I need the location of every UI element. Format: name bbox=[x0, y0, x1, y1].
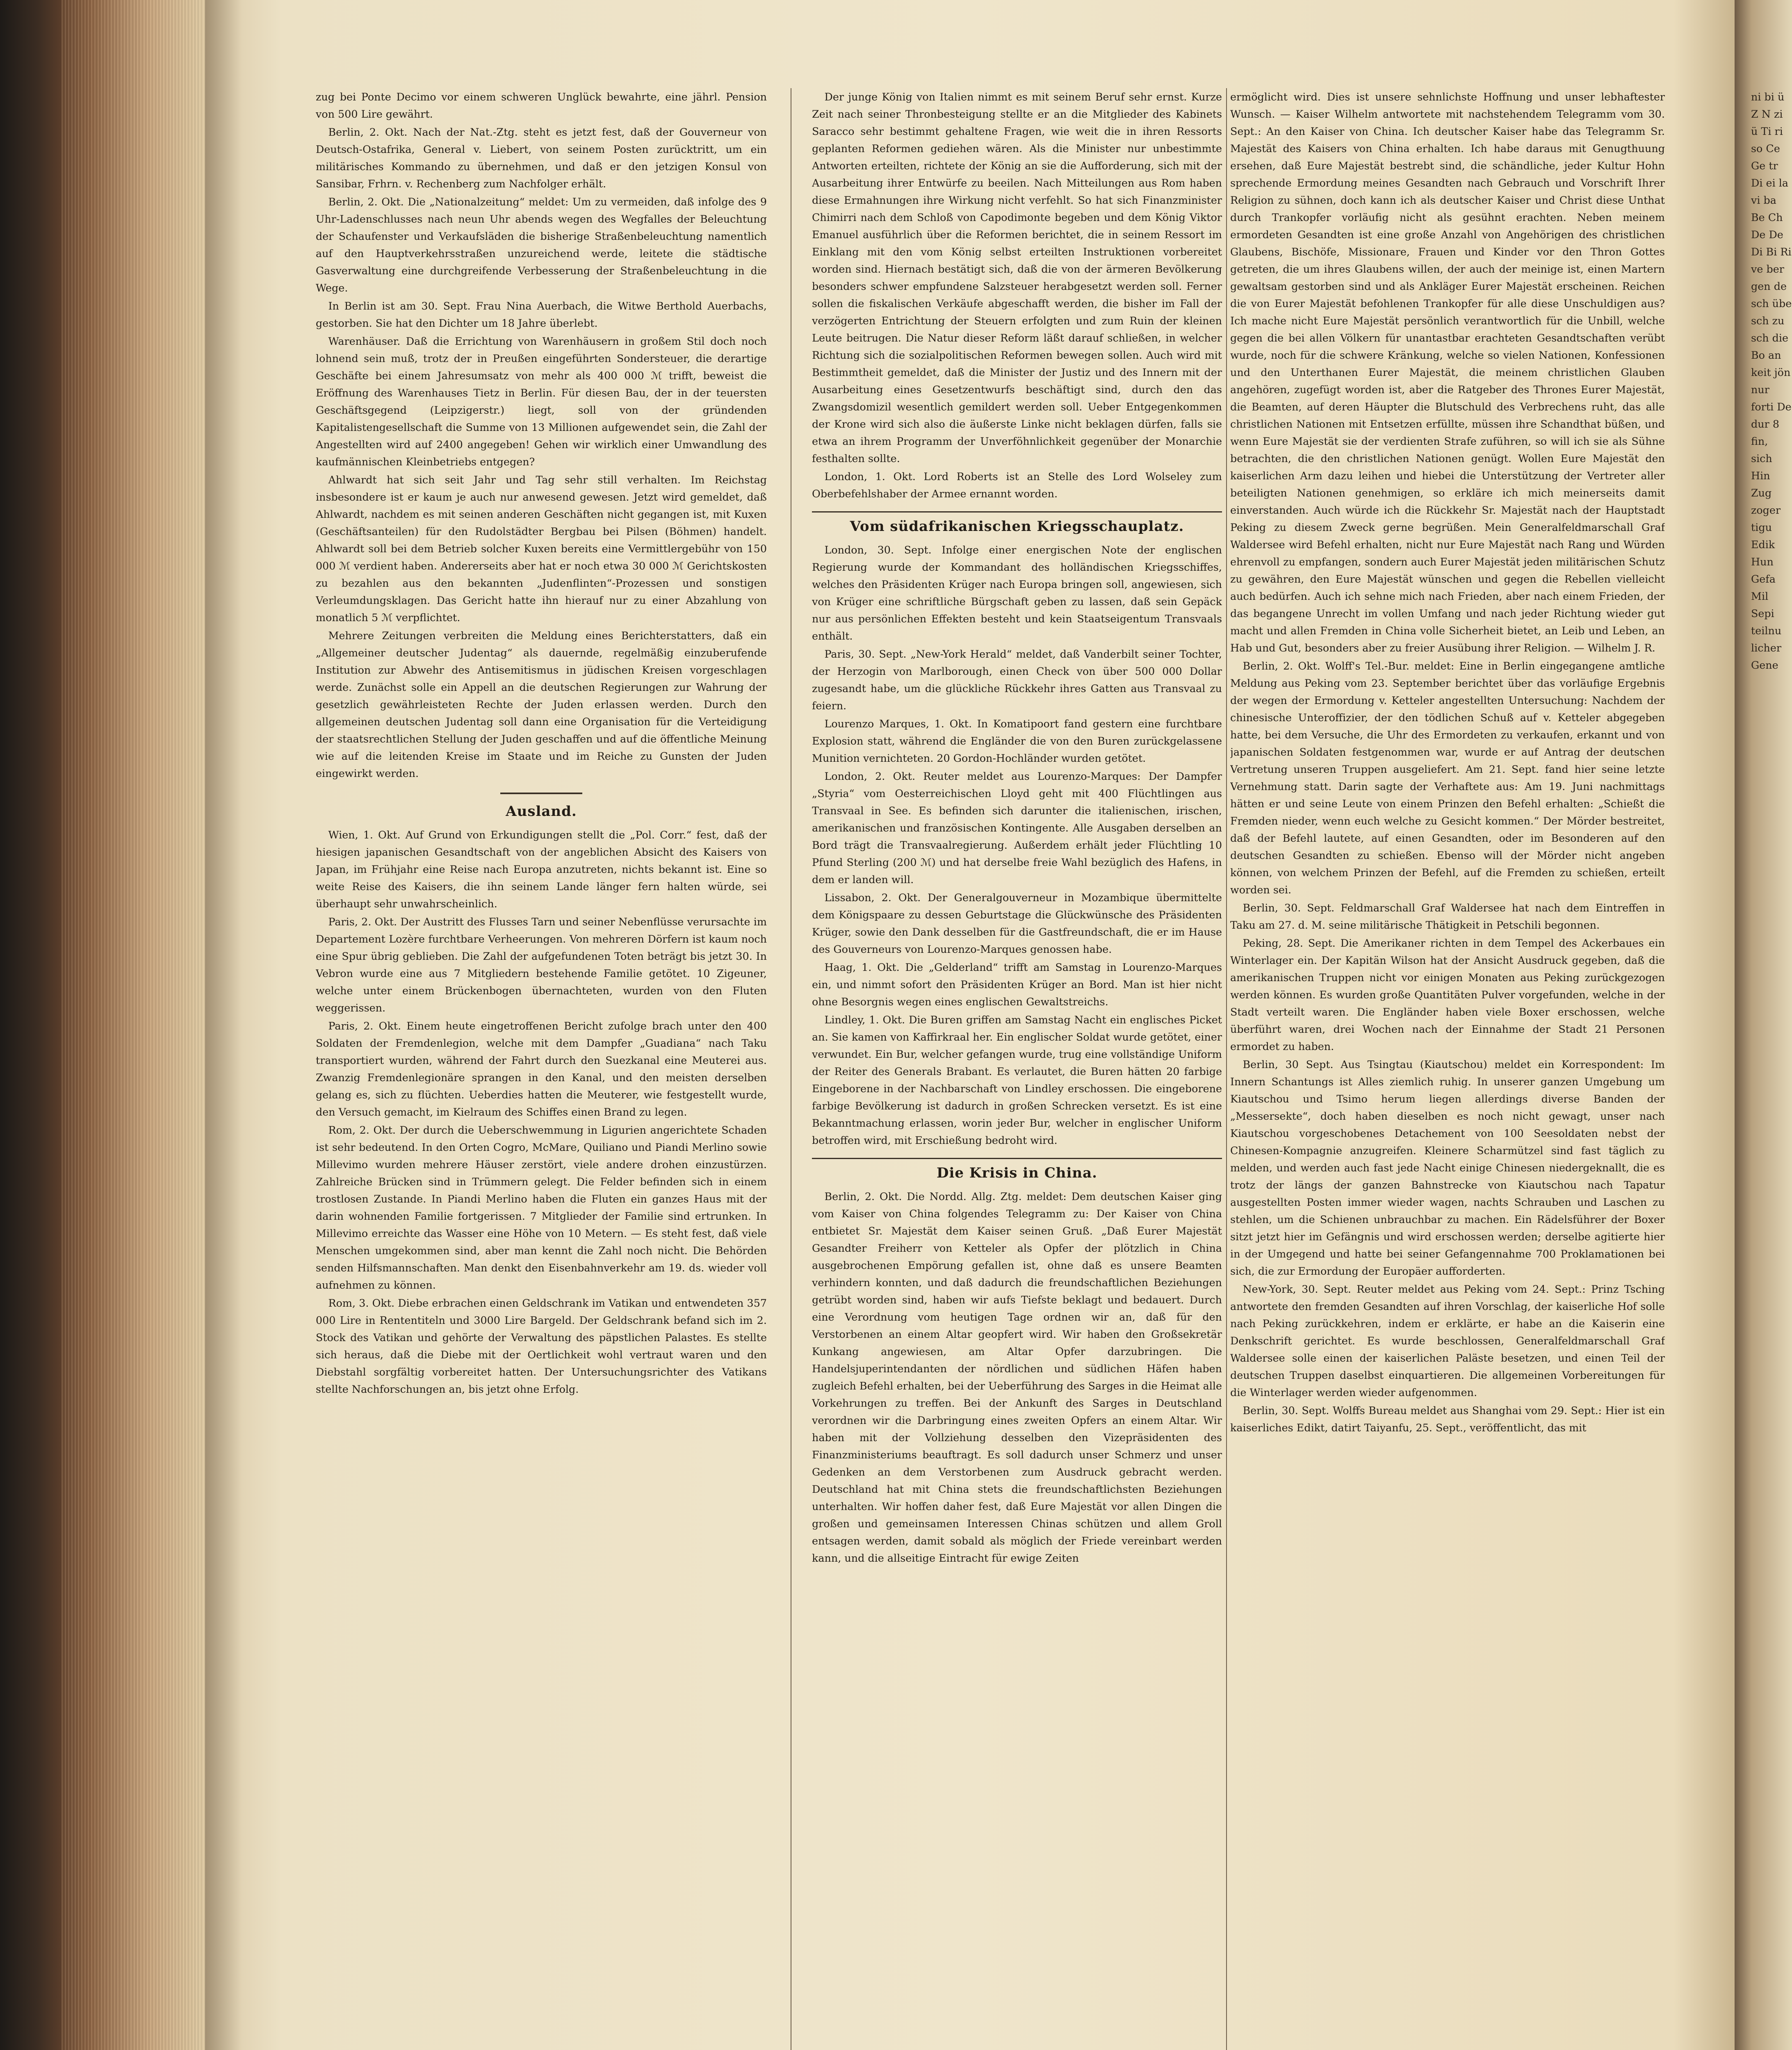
article-paragraph: New-York, 30. Sept. Reuter meldet aus Peking vom 24. Sept.: Prinz Tsching antwortete den fremden Gesandten auf ihren Vorschlag, der kaiserliche Hof solle nach Peking zurückkehren, indem er erklärte, er habe an die Kaiserin eine Denkschrift gerichtet. Es wurde beschlossen, Generalfeldmarschall Graf Waldersee solle einen der kaiserlichen Paläste besetzen, und einen Teil der deutschen Truppen daselbst einquartieren. Die allgemeinen Vorbereitungen für die Winterlager werden wieder aufgenommen. bbox=[1230, 1283, 1665, 1399]
article-paragraph: Haag, 1. Okt. Die „Gelderland“ trifft am Samstag in Lourenzo-Marques ein, und nimmt sofort den Präsidenten Krüger an Bord. Man ist hier nicht ohne Besorgnis wegen eines englischen Gewaltstreichs. bbox=[812, 961, 1222, 1008]
article-paragraph: Paris, 2. Okt. Einem heute eingetroffenen Bericht zufolge brach unter den 400 Soldaten der Fremdenlegion, welche mit dem Dampfer „Guadiana“ nach Taku transportiert wurden, während der Fahrt durch den Suezkanal eine Meuterei aus. Zwanzig Fremdenlegionäre sprangen in den Kanal, und den meisten derselben gelang es, sich zu flüchten. Ueberdies hatten die Meuterer, wie festgestellt wurde, den Versuch gemacht, im Kielraum des Schiffes einen Brand zu legen. bbox=[316, 1020, 767, 1118]
article-paragraph: Berlin, 2. Okt. Die „Nationalzeitung“ meldet: Um zu vermeiden, daß infolge des 9 Uhr-Ladenschlusses nach neun Uhr abends wegen des Wegfalles der Beleuchtung der Schaufenster und Verkaufsläden die bisherige Straßenbeleuchtung namentlich auf den Hauptverkehrsstraßen unzureichend werde, leitete die städtische Gasverwaltung eine durchgreifende Verbesserung der Straßenbeleuchtung in die Wege. bbox=[316, 196, 767, 294]
article-paragraph: ermöglicht wird. Dies ist unsere sehnlichste Hoffnung und unser lebhaftester Wunsch. — Kaiser Wilhelm antwortete mit nachstehendem Telegramm vom 30. Sept.: An den Kaiser von China. Ich deutscher Kaiser habe das Telegramm Sr. Majestät des Kaisers von China erhalten. Ich habe daraus mit Genugthuung ersehen, daß Eure Majestät bestrebt sind, die schändliche, jeder Kultur Hohn sprechende Ermordung meines Gesandten nach Gebrauch und Vorschrift Ihrer Religion zu sühnen, doch kann ich als deutscher Kaiser und Christ diese Unthat durch Trankopfer vorläufig nicht als gesühnt erachten. Neben meinem ermordeten Gesandten ist eine große Anzahl von Angehörigen des christlichen Glaubens, Bischöfe, Missionare, Frauen und Kinder vor den Thron Gottes getreten, die um ihres Glaubens willen, der auch der meinige ist, einen Martern gewaltsam gestorben sind und als Ankläger Eurer Majestät erscheinen. Reichen die von Eurer Majestät befohlenen Trankopfer für alle diese Unschuldigen aus? Ich mache nicht Eure Majestät persönlich verantwortlich für die Unbill, welche gegen die bei allen Völkern für unantastbar erachteten Gesandtschaften verübt wurde, noch für die schwere Kränkung, welche so vielen Nationen, Konfessionen und den Unterthanen Eurer Majestät, die meinem christlichen Glauben angehören, zugefügt worden ist, aber die Ratgeber des Thrones Eurer Majestät, die Beamten, auf deren Häupter die Blutschuld des Verbrechens ruht, das alle christlichen Nationen mit Entsetzen erfüllte, müssen ihre Schandthat büßen, und wenn Eure Majestät sie der verdienten Strafe zuführen, so will ich sie als Sühne betrachten, die den christlichen Nationen genügt. Wollen Eure Majestät den kaiserlichen Arm dazu leihen und hiebei die Unterstützung der Vertreter aller beteiligten Nationen genehmigen, so erkläre ich mich meinerseits damit einverstanden. Auch würde ich die Rückkehr Sr. Majestät nach der Hauptstadt Peking zu diesem Zweck gerne begrüßen. Mein Generalfeldmarschall Graf Waldersee wird Befehl erhalten, nicht nur Eure Majestät nach Rang und Würden ehrenvoll zu empfangen, sondern auch Eurer Majestät jeden militärischen Schutz zu gewähren, den Eure Majestät wünschen und gegen die Rebellen vielleicht auch bedürfen. Auch ich sehne mich nach Frieden, aber nach einem Frieden, der das begangene Unrecht im vollen Umfang und nach jeder Richtung wieder gut macht und allen Fremden in China volle Sicherheit bietet, an Leib und Leben, an Hab und Gut, besonders aber zu freier Ausübung ihrer Religion. — Wilhelm J. R. bbox=[1230, 91, 1665, 654]
article-paragraph: Berlin, 30. Sept. Feldmarschall Graf Waldersee hat nach dem Eintreffen in Taku am 27. d. M. seine militärische Thätigkeit in Petschili begonnen. bbox=[1230, 902, 1665, 931]
article-paragraph: Lourenzo Marques, 1. Okt. In Komatipoort fand gestern eine furchtbare Explosion statt, während die Engländer die von den Buren zurückgelassene Munition vernichteten. 20 Gordon-Hochländer wurden getötet. bbox=[812, 718, 1222, 764]
article-paragraph: Lissabon, 2. Okt. Der Generalgouverneur in Mozambique übermittelte dem Königspaare zu dessen Geburtstage die Glückwünsche des Präsidenten Krüger, sowie den Dank desselben für die Gastfreundschaft, die er im Hause des Gouverneurs von Lourenzo-Marques genossen habe. bbox=[812, 891, 1222, 955]
article-paragraph: London, 30. Sept. Infolge einer energischen Note der englischen Regierung wurde der Kommandant des holländischen Kriegsschiffes, welches den Präsidenten Krüger nach Europa bringen soll, angewiesen, sich von Krüger eine schriftliche Bürgschaft geben zu lassen, daß sein Gepäck nur aus persönlichen Effekten besteht und kein Staatseigentum Transvaals enthält. bbox=[812, 544, 1222, 642]
article-paragraph: Berlin, 2. Okt. Nach der Nat.-Ztg. steht es jetzt fest, daß der Gouverneur von Deutsch-Ostafrika, General v. Liebert, von seinem Posten zurücktritt, um ein militärisches Kommando zu übernehmen, und daß er den jetzigen Konsul von Sansibar, Frhrn. v. Rechenberg zum Nachfolger erhält. bbox=[316, 126, 767, 190]
section-heading-ausland: Ausland. bbox=[506, 803, 577, 820]
book-spine bbox=[0, 0, 62, 2050]
article-paragraph: Rom, 3. Okt. Diebe erbrachen einen Geldschrank im Vatikan und entwendeten 357 000 Lire in Rententiteln und 3000 Lire Bargeld. Der Geldschrank befand sich im 2. Stock des Vatikan und gehörte der Verwaltung des päpstlichen Palastes. Es stellte sich heraus, daß die Diebe mit der Oertlichkeit wohl vertraut waren und den Diebstahl sorgfältig vorbereitet hatten. Der Untersuchungsrichter des Vatikans stellte Nachforschungen an, bis jetzt ohne Erfolg. bbox=[316, 1297, 767, 1395]
article-paragraph: In Berlin ist am 30. Sept. Frau Nina Auerbach, die Witwe Berthold Auerbachs, gestorben. Sie hat den Dichter um 18 Jahre überlebt. bbox=[316, 300, 767, 329]
article-paragraph: Rom, 2. Okt. Der durch die Ueberschwemmung in Ligurien angerichtete Schaden ist sehr bedeutend. In den Orten Cogro, McMare, Quiliano und Piandi Merlino sowie Millevimo wurden mehrere Häuser zerstört, viele andere drohen einzustürzen. Zahlreiche Brücken sind in Trümmern gelegt. Die Felder befinden sich in einem trostlosen Zustande. In Piandi Merlino haben die Fluten ein ganzes Haus mit der darin wohnenden Familie fortgerissen. 7 Mitglieder der Familie sind ertrunken. In Millevimo erreichte das Wasser eine Höhe von 10 Metern. — Es steht fest, daß viele Menschen umgekommen sind, aber man kennt die Zahl noch nicht. Die Behörden senden Hilfsmannschaften. Man denkt den Eisenbahnverkehr am 19. ds. wieder voll aufnehmen zu können. bbox=[316, 1124, 767, 1291]
article-paragraph: Paris, 30. Sept. „New-York Herald“ meldet, daß Vanderbilt seiner Tochter, der Herzogin von Marlborough, einen Check von über 500 000 Dollar zugesandt habe, um die glückliche Rückkehr ihres Gatten aus Transvaal zu feiern. bbox=[812, 648, 1222, 712]
column-2 bbox=[812, 88, 1222, 2050]
article-paragraph: zug bei Ponte Decimo vor einem schweren Unglück bewahrte, eine jährl. Pension von 500 Lire gewährt. bbox=[316, 91, 767, 120]
article-paragraph: Peking, 28. Sept. Die Amerikaner richten in dem Tempel des Ackerbaues ein Winterlager ein. Der Kapitän Wilson hat der Ansicht Ausdruck gegeben, daß die amerikanischen Truppen nicht vor einigen Monaten aus Peking zurückgezogen werden können. Es wurden große Quantitäten Pulver vorgefunden, welche in der Stadt verteilt waren. Die Engländer haben viele Boxer erschossen, welche überführt waren, drei Wochen nach der Einnahme der Stadt 21 Personen ermordet zu haben. bbox=[1230, 937, 1665, 1052]
article-paragraph: Mehrere Zeitungen verbreiten die Meldung eines Berichterstatters, daß ein „Allgemeiner deutscher Judentag“ als dauernde, regelmäßig einzuberufende Institution zur Abwehr des Antisemitismus in jüdischen Kreisen vorgeschlagen werde. Zunächst solle ein Appell an die deutschen Regierungen zur Wahrung der gesetzlich gewährleisteten Rechte der Juden erlassen werden. Durch den allgemeinen deutschen Judentag soll dann eine Organisation für die Verteidigung der staatsrechtlichen Stellung der Juden geschaffen und auf die öffentliche Meinung wie auf die leitenden Kreise im Staate und im Reiche zu Gunsten der Juden eingewirkt werden. bbox=[316, 629, 767, 779]
article-paragraph: Berlin, 2. Okt. Wolff's Tel.-Bur. meldet: Eine in Berlin eingegangene amtliche Meldung aus Peking vom 23. September berichtet über das vorläufige Ergebnis der wegen der Ermordung v. Ketteler angestellten Untersuchung: Nachdem der chinesische Unteroffizier, der den tödlichen Schuß auf v. Ketteler abgegeben hatte, bei dem Versuche, die Uhr des Ermordeten zu verkaufen, erkannt und von japanischen Soldaten festgenommen war, wurde er auf Antrag der deutschen Vertretung unseren Truppen ausgeliefert. Am 21. Sept. fand hier seine letzte Vernehmung statt. Darin sagte der Verhaftete aus: Am 19. Juni nachmittags hätten er und seine Leute von einem Prinzen den Befehl erhalten: „Schießt die Fremden nieder, wenn euch welche zu Gesicht kommen.“ Der Mörder bestreitet, daß der Befehl lautete, auf einen Gesandten, oder im Besonderen auf den deutschen Gesandten zu schießen. Ebenso will der Mörder nicht angeben können, von welchem Prinzen der Befehl, auf die Fremden zu schießen, erteilt worden sei. bbox=[1230, 660, 1665, 896]
section-divider bbox=[500, 793, 582, 794]
article-paragraph: London, 2. Okt. Reuter meldet aus Lourenzo-Marques: Der Dampfer „Styria“ vom Oesterreichischen Lloyd geht mit 400 Flüchtlingen aus Transvaal in See. Es befinden sich darunter die italienischen, irischen, amerikanischen und französischen Kontingente. Alle Ausgaben derselben an Bord trägt die Transvaalregierung. Außerdem erhält jeder Flüchtling 10 Pfund Sterling (200 ℳ) und hat derselbe freie Wahl bezüglich des Hafens, in dem er landen will. bbox=[812, 770, 1222, 886]
article-paragraph: London, 1. Okt. Lord Roberts ist an Stelle des Lord Wolseley zum Oberbefehlshaber der Armee ernannt worden. bbox=[812, 470, 1222, 500]
article-paragraph: Der junge König von Italien nimmt es mit seinem Beruf sehr ernst. Kurze Zeit nach seiner Thronbesteigung stellte er an die Mitglieder des Kabinets Saracco sehr bestimmt gehaltene Fragen, wie weit die in ihren Ressorts geplanten Reformen gediehen wären. Als die Minister nur unbestimmte Antworten erteilten, richtete der König an sie die Aufforderung, sich mit der Ausarbeitung ihrer Entwürfe zu beeilen. Nach Mitteilungen aus Rom haben diese Ermahnungen ihre Wirkung nicht verfehlt. So hat sich Finanzminister Chimirri nach dem Schloß von Capodimonte begeben und dem König Viktor Emanuel ausführlich über die Reformen berichtet, die in seinem Ressort im Einklang mit den vom König selbst erteilten Instruktionen vorbereitet worden sind. Hiernach bestätigt sich, daß die von der ärmeren Bevölkerung besonders schwer empfundene Salzsteuer herabgesetzt werden soll. Ferner sollen die fiskalischen Verkäufe abgeschafft werden, die bisher im Fall der verzögerten Entrichtung der Steuern erfolgten und zum Ruin der kleinen Leute beitrugen. Die Natur dieser Reform läßt darauf schließen, in welcher Richtung sich die sozialpolitischen Reformen bewegen sollen. Auch wird mit Bestimmtheit gemeldet, daß die Minister der Justiz und des Innern mit der Ausarbeitung eines Gesetzentwurfs beschäftigt sind, durch den das Zwangsdomizil wesentlich gemildert werden soll. Ueber Entgegenkommen der Krone wird sich also die äußerste Linke nicht beklagen dürfen, falls sie etwa an ihrem Programm der Unverföhnlichkeit gegenüber der Monarchie festhalten sollte. bbox=[812, 91, 1222, 465]
next-page-text-fragments: ni bi ü Z N zi ü Ti ri so Ce Ge tr Di ei la vi ba Be Ch De De Di Bi Ri ve ber gen de sch übe sch zu sch die Bo an keit jön nur forti De dur 8 fin, sich Hin Zug zoger tigu Edik Hun Gefa Mil Sepi teilnu licher Gene bbox=[1751, 91, 1792, 671]
article-paragraph: Berlin, 2. Okt. Die Nordd. Allg. Ztg. meldet: Dem deutschen Kaiser ging vom Kaiser von China folgendes Telegramm zu: Der Kaiser von China entbietet Sr. Majestät dem Kaiser seinen Gruß. „Daß Eurer Majestät Gesandter Freiherr von Ketteler als Opfer der plötzlich in China ausgebrochenen Empörung gefallen ist, ohne daß es unsere Beamten verhindern konnten, und daß dadurch die freundschaftlichen Beziehungen getrübt worden sind, haben wir aufs Tiefste beklagt und bedauert. Durch eine Verordnung vom heutigen Tage ordnen wir an, daß für den Verstorbenen an einem Altar geopfert wird. Wir haben den Großsekretär Kunkang angewiesen, am Altar Opfer darzubringen. Die Handelsjuperintendanten der nördlichen und südlichen Häfen haben zugleich Befehl erhalten, bei der Ueberführung des Sarges in die Heimat alle Vorkehrungen zu treffen. Bei der Ankunft des Sarges in Deutschland verordnen wir die Darbringung eines zweiten Opfers an einem Altar. Wir haben mit der Vollziehung desselben den Vizepräsidenten des Finanzministeriums beauftragt. Es soll dadurch unser Schmerz und unser Gedenken an dem Verstorbenen zum Ausdruck gebracht werden. Deutschland hat mit China stets die freundschaftlichsten Beziehungen unterhalten. Wir hoffen daher fest, daß Eure Majestät vor allen Dingen die großen und gemeinsamen Interessen Chinas schützen und allem Groll entsagen werden, damit sobald als möglich der Friede vereinbart werden kann, und die allseitige Eintracht für ewige Zeiten bbox=[812, 1190, 1222, 1564]
article-paragraph: Berlin, 30. Sept. Wolffs Bureau meldet aus Shanghai vom 29. Sept.: Hier ist ein kaiserliches Edikt, datirt Taiyanfu, 25. Sept., veröffentlicht, das mit bbox=[1230, 1404, 1665, 1434]
column-1 bbox=[316, 88, 767, 2050]
article-paragraph: Lindley, 1. Okt. Die Buren griffen am Samstag Nacht ein englisches Picket an. Sie kamen von Kaffirkraal her. Ein englischer Soldat wurde getötet, einer verwundet. Ein Bur, welcher gefangen wurde, trug eine vollständige Uniform der Reiter des Generals Brabant. Es verlautet, die Buren hätten 20 farbige Eingeborene in der Nachbarschaft von Lindley erschossen. Die eingeborene farbige Bevölkerung ist dadurch in großen Schrecken versetzt. Es ist eine Bekanntmachung erlassen, worin jeder Bur, welcher in englischer Uniform betroffen wird, mit Erschießung bedroht wird. bbox=[812, 1014, 1222, 1146]
article-paragraph: Wien, 1. Okt. Auf Grund von Erkundigungen stellt die „Pol. Corr.“ fest, daß der hiesigen japanischen Gesandtschaft von der angeblichen Absicht des Kaisers von Japan, im Frühjahr eine Reise nach Europa anzutreten, nichts bekannt ist. Eine so weite Reise des Kaisers, die ihn seinem Lande länger fern halten würde, sei überhaupt sehr unwahrscheinlich. bbox=[316, 829, 767, 910]
article-paragraph: Ahlwardt hat sich seit Jahr und Tag sehr still verhalten. Im Reichstag insbesondere ist er kaum je auch nur anwesend gewesen. Jetzt wird gemeldet, daß Ahlwardt, nachdem es mit seinen anderen Geschäften nicht gegangen ist, mit Kuxen (Geschäftsanteilen) für den Rudolstädter Bergbau bei Pilsen (Böhmen) handelt. Ahlwardt soll bei dem Betrieb solcher Kuxen bereits eine Vermittlergebühr von 150 000 ℳ verdient haben. Andererseits aber hat er noch etwa 30 000 ℳ Gerichtskosten zu bezahlen aus den bekannten „Judenflinten“-Prozessen und sonstigen Verleumdungsklagen. Das Gericht hatte ihn hierauf nur zu einer Abzahlung von monatlich 5 ℳ verpflichtet. bbox=[316, 474, 767, 624]
page-edges-stack bbox=[62, 0, 209, 2050]
gutter-shadow bbox=[205, 0, 242, 2050]
column-3 bbox=[1230, 88, 1665, 2050]
article-paragraph: Paris, 2. Okt. Der Austritt des Flusses Tarn und seiner Nebenflüsse verursachte im Departement Lozère furchtbare Verheerungen. Von mehreren Dörfern ist kaum noch eine Spur übrig geblieben. Die Zahl der aufgefundenen Toten beträgt bis jetzt 30. In Vebron wurde eine aus 7 Mitgliedern bestehende Familie getötet. 10 Zigeuner, welche unter einem Brückenbogen übernachteten, wurden von den Fluten weggerissen. bbox=[316, 916, 767, 1014]
column-rule-2 bbox=[1226, 88, 1227, 2050]
section-heading-suedafrika: Vom südafrikanischen Kriegsschauplatz. bbox=[812, 511, 1222, 535]
article-paragraph: Warenhäuser. Daß die Errichtung von Warenhäusern in großem Stil doch noch lohnend sein muß, trotz der in Preußen eingeführten Sondersteuer, die derartige Geschäfte bei einem Jahresumsatz von mehr als 400 000 ℳ trifft, beweist die Eröffnung des Warenhauses Tietz in Berlin. Für diesen Bau, der in der teuersten Geschäftsgegend (Leipzigerstr.) liegt, soll von der gründenden Kapitalistengesellschaft die Summe von 13 Millionen aufgewendet sein, die Zahl der Angestellten wird auf 2400 angegeben! Gehen wir wirklich einer Umwandlung des kaufmännischen Kleinbetriebs entgegen? bbox=[316, 335, 767, 468]
section-heading-china: Die Krisis in China. bbox=[812, 1158, 1222, 1182]
article-paragraph: Berlin, 30 Sept. Aus Tsingtau (Kiautschou) meldet ein Korrespondent: Im Innern Schantungs ist Alles ziemlich ruhig. In unserer ganzen Umgebung um Kiautschou und Tsimo herum liegen allerdings diverse Banden der „Messersekte“, doch haben dieselben es noch nicht gewagt, unser nach Kiautschou vorgeschobenes Detachement von 100 Seesoldaten nebst der Chinesen-Kompagnie anzugreifen. Kleinere Scharmützel sind fast täglich zu melden, und werden auch fast jede Nacht einige Chinesen niedergeknallt, die es trotz der längs der ganzen Bahnstrecke von Kiautschou nach Tapatur ausgestellten Posten immer wieder wagen, nachts Schrauben und Laschen zu stehlen, um die Schienen unbrauchbar zu machen. Ein Rädelsführer der Boxer sitzt jetzt hier im Gefängnis und wird erschossen werden; derselbe agitierte hier in der Umgegend und hatte bei seiner Gefangennahme 700 Proklamationen bei sich, die zur Ermordung der Europäer aufforderten. bbox=[1230, 1058, 1665, 1277]
